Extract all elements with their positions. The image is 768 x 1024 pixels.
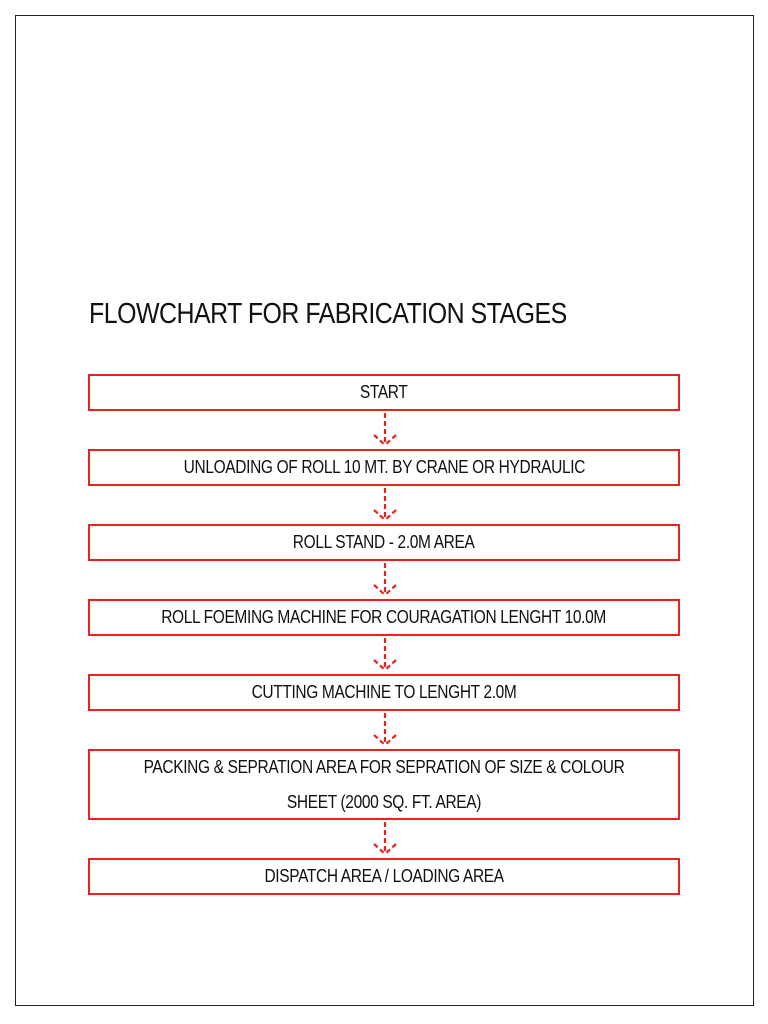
step-roll-forming xyxy=(88,599,680,636)
step-label: UNLOADING OF ROLL 10 MT. BY CRANE OR HYDRAULIC xyxy=(183,457,585,477)
step-label: START xyxy=(360,382,408,402)
step-roll-stand xyxy=(88,524,680,561)
arrow-down-icon xyxy=(369,820,401,858)
step-start xyxy=(88,374,680,411)
flowchart-title: FLOWCHART FOR FABRICATION STAGES xyxy=(89,298,567,330)
arrow-down-icon xyxy=(369,561,401,599)
arrow-down-icon xyxy=(369,711,401,749)
step-label: ROLL FOEMING MACHINE FOR COURAGATION LENGHT 10.0M xyxy=(161,607,607,627)
step-label: DISPATCH AREA / LOADING AREA xyxy=(264,866,504,886)
step-cutting xyxy=(88,674,680,711)
arrow-down-icon xyxy=(369,636,401,674)
step-label: ROLL STAND - 2.0M AREA xyxy=(293,532,475,552)
arrow-down-icon xyxy=(369,486,401,524)
step-label: PACKING & SEPRATION AREA FOR SEPRATION OF SIZE & COLOUR SHEET (2000 SQ. FT. AREA) xyxy=(143,756,625,812)
step-dispatch xyxy=(88,858,680,895)
step-unloading xyxy=(88,449,680,486)
arrow-down-icon xyxy=(369,411,401,449)
step-packing xyxy=(88,749,680,820)
step-label: CUTTING MACHINE TO LENGHT 2.0M xyxy=(251,682,517,702)
